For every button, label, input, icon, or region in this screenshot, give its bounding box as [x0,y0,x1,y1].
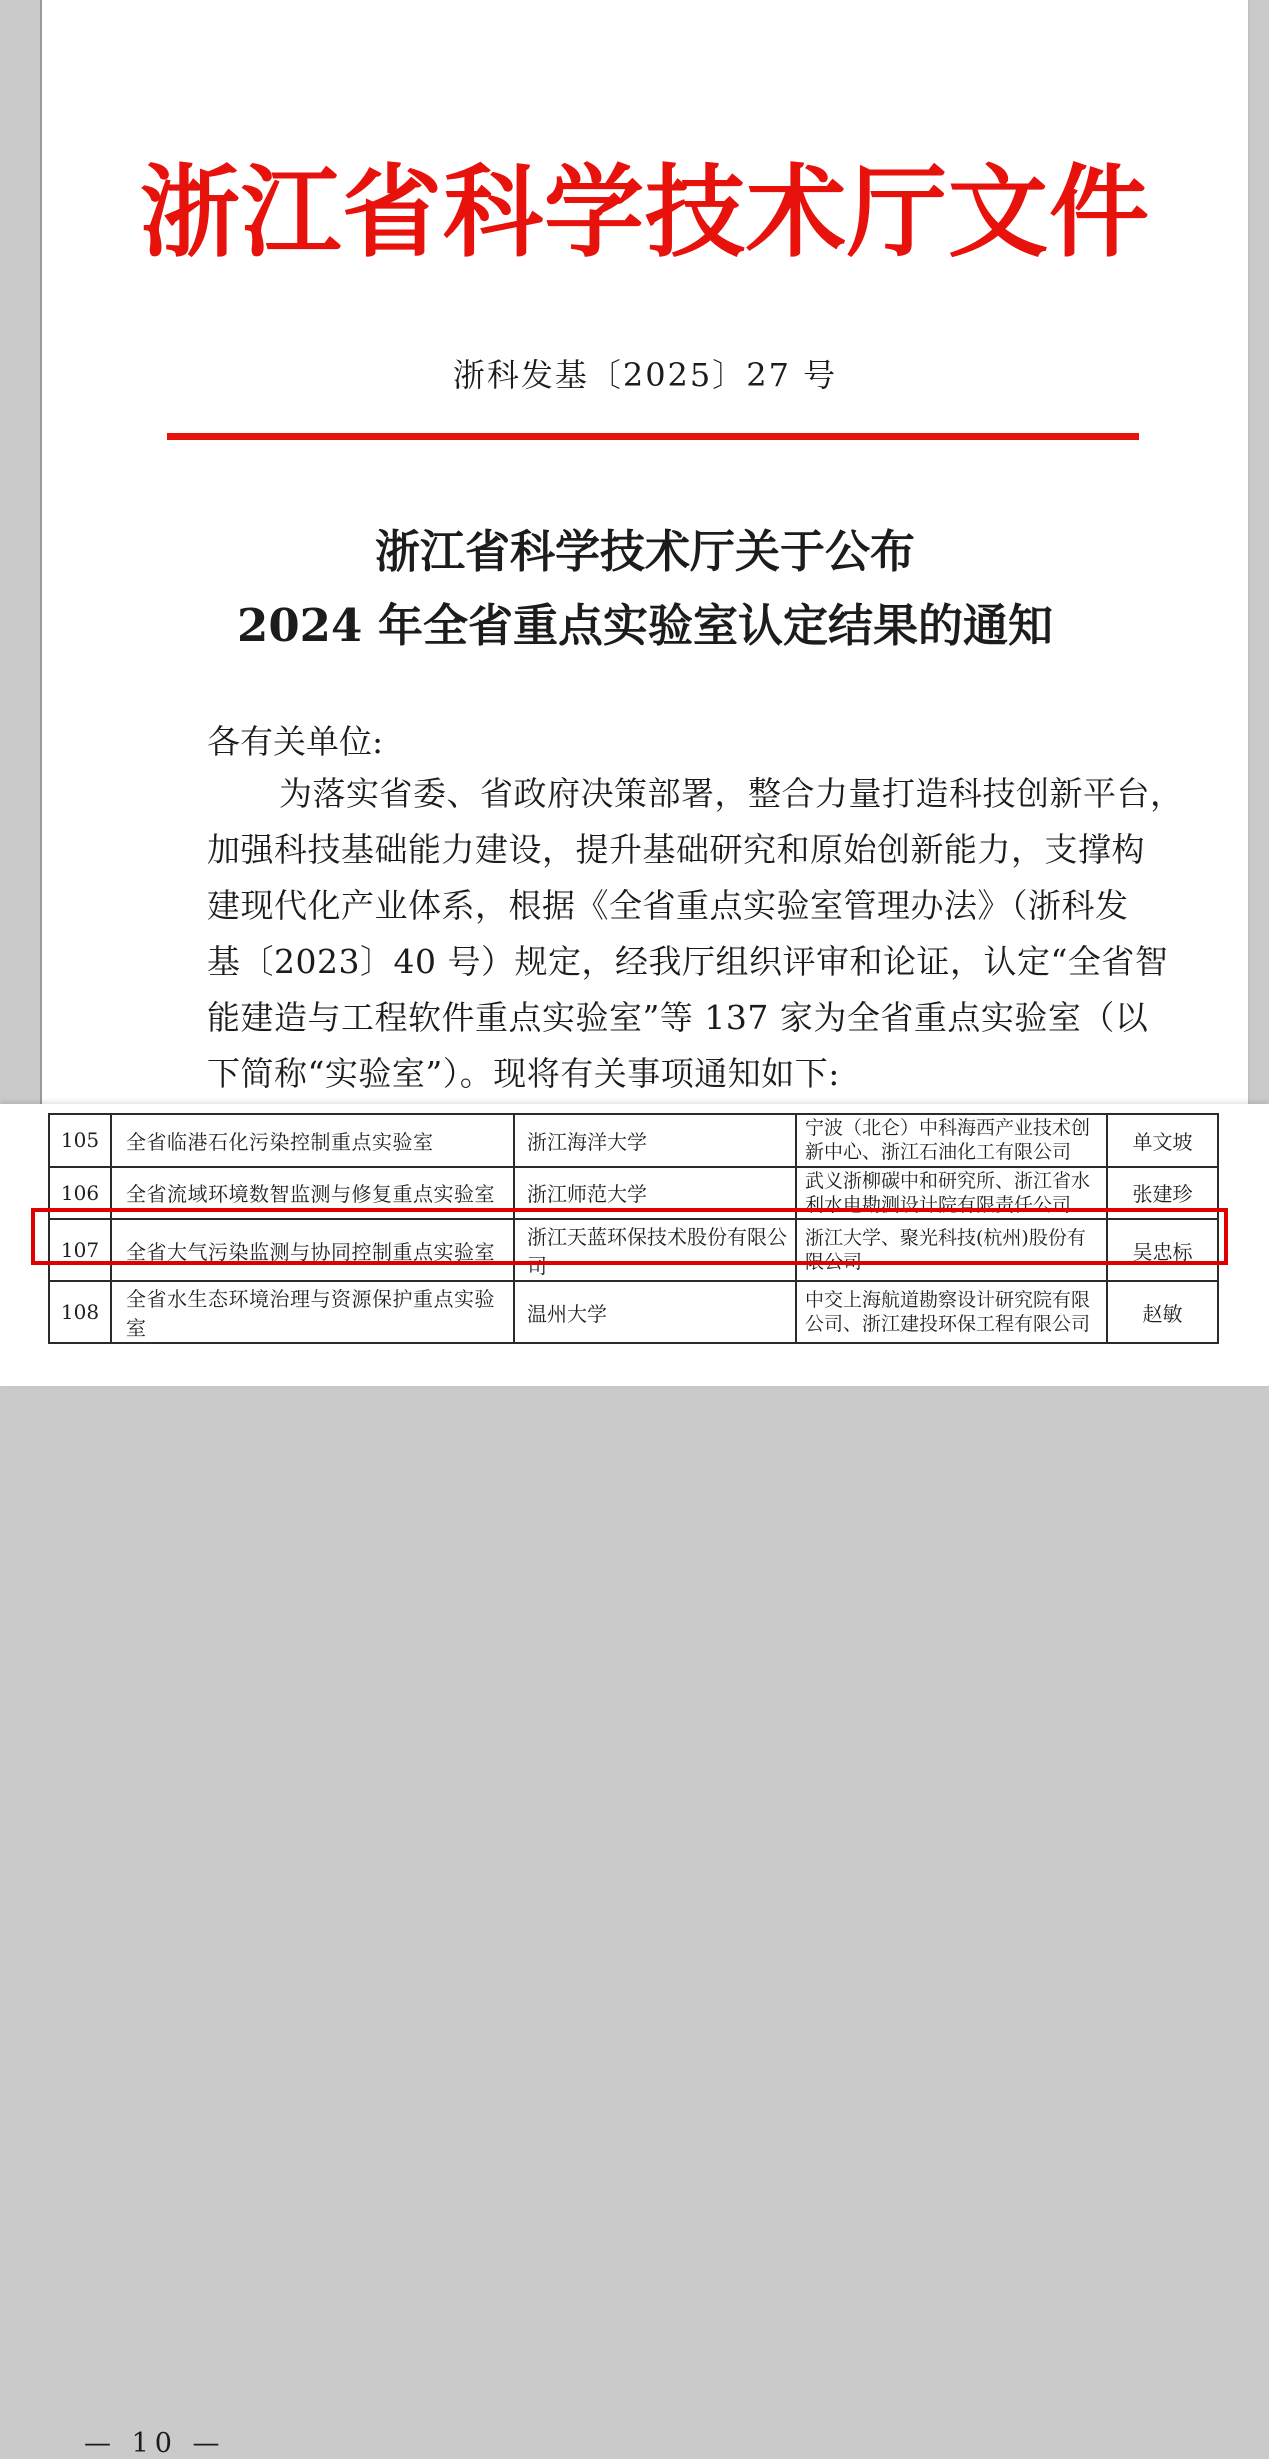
document-number: 浙科发基〔2025〕27 号 [452,356,838,394]
director-cell: 吴忠标 [1107,1219,1218,1281]
notice-title-line2: 2024 年全省重点实验室认定结果的通知 [237,599,1053,652]
row-number-cell: 105 [49,1114,111,1167]
notice-title-line1: 浙江省科学技术厅关于公布 [374,525,915,578]
lab-name-cell: 全省临港石化污染控制重点实验室 [111,1114,514,1167]
body-line: 加强科技基础能力建设，提升基础研究和原始创新能力，支撑构 [207,830,1145,869]
partners-cell: 武义浙柳碳中和研究所、浙江省水利水电勘测设计院有限责任公司 [796,1167,1107,1220]
partners-cell: 中交上海航道勘察设计研究院有限公司、浙江建投环保工程有限公司 [796,1281,1107,1343]
red-divider-line [167,433,1139,440]
row-number-cell: 108 [49,1281,111,1343]
document-page [40,0,1250,1113]
institution-cell: 浙江师范大学 [514,1167,796,1220]
director-cell: 单文坡 [1107,1114,1218,1167]
institution-cell: 温州大学 [514,1281,796,1343]
table-row [49,1167,1218,1220]
institution-cell: 浙江天蓝环保技术股份有限公司 [514,1219,796,1281]
body-line: 下简称“实验室”）。现将有关事项通知如下: [207,1054,840,1093]
body-line: 基〔2023〕40 号）规定，经我厅组织评审和论证，认定“全省智 [207,942,1169,981]
lab-name-cell: 全省大气污染监测与协同控制重点实验室 [111,1219,514,1281]
body-paragraph [207,766,1184,1102]
lab-name-cell: 全省流域环境数智监测与修复重点实验室 [111,1167,514,1220]
red-letterhead-title: 浙江省科学技术厅文件 [140,153,1150,271]
notice-title [42,515,1248,663]
body-line: 能建造与工程软件重点实验室”等 137 家为全省重点实验室（以 [207,998,1149,1037]
lab-name-cell: 全省水生态环境治理与资源保护重点实验室 [111,1281,514,1343]
row-number-cell: 106 [49,1167,111,1220]
director-cell: 张建珍 [1107,1167,1218,1220]
body-line: 为落实省委、省政府决策部署，整合力量打造科技创新平台， [279,774,1184,813]
institution-cell: 浙江海洋大学 [514,1114,796,1167]
partners-cell: 浙江大学、聚光科技(杭州)股份有限公司 [796,1219,1107,1281]
body-line: 建现代化产业体系，根据《全省重点实验室管理办法》（浙科发 [207,886,1129,925]
row-number-cell: 107 [49,1219,111,1281]
table-row-highlighted [49,1219,1218,1281]
director-cell: 赵敏 [1107,1281,1218,1343]
table-row [49,1114,1218,1167]
lab-result-table [48,1113,1219,1344]
page-number: — 10 — [84,2428,226,2459]
salutation: 各有关单位: [207,722,384,761]
lab-table-panel [0,1104,1269,2459]
partners-cell: 宁波（北仑）中科海西产业技术创新中心、浙江石油化工有限公司 [796,1114,1107,1167]
table-row [49,1281,1218,1343]
